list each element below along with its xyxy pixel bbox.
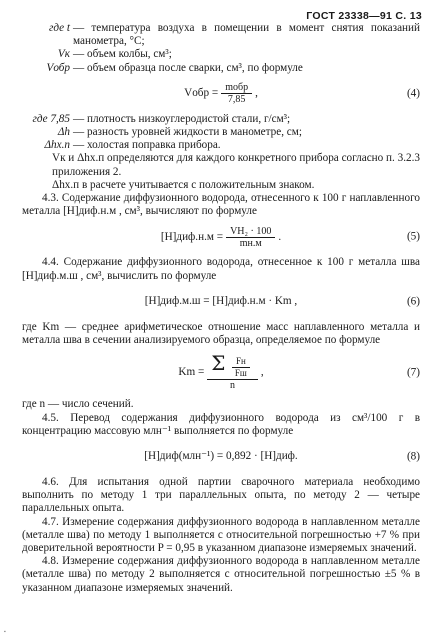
- formula-lhs: Km =: [178, 366, 205, 379]
- paragraph-dh-sign: Δhх.п в расчете учитывается с положительным знаком.: [52, 178, 315, 191]
- paragraph-4-6: 4.6. Для испытания одной партии сварочного материала необходимо выполнить по методу 1 три параллельных опыта, по методу 2 — четыре параллельных опыта.: [22, 476, 420, 515]
- equation-number: (8): [406, 450, 420, 463]
- formula-expression: [Н]диф.м.ш = [Н]диф.н.м · Km ,: [144, 295, 298, 308]
- definition-vobr: [22, 62, 420, 75]
- fraction-numerator: VН₂ · 100: [226, 226, 275, 238]
- definition-text: — объем колбы, см³;: [73, 48, 172, 61]
- equation-number: (5): [406, 230, 420, 243]
- definition-text: — температура воздуха в помещении в момент снятия показаний манометра, °С;: [73, 22, 420, 48]
- paragraph-4-7: 4.7. Измерение содержания диффузионного водорода в наплавленном металле (металле шва) по методу 1 выполняется с относительной погрешностью +7 % при доверительной вероятности P = 0,95 в указанном диапазоне измеряемых значений.: [22, 515, 420, 555]
- paragraph-4-5: 4.5. Перевод содержания диффузионного водорода из см³/100 г в концентрацию массовую млн⁻¹ выполняется по формуле: [22, 411, 420, 437]
- paragraph-4-8: 4.8. Измерение содержания диффузионного водорода в наплавленном металле (металле шва) по методу 2 выполняется с относительной погрешностью ±5 % в указанном диапазоне измеряемых значений.: [22, 555, 420, 594]
- formula-fraction: [207, 351, 258, 392]
- definition-symbol: Δh: [57, 126, 70, 139]
- formula-lhs: Vобр =: [184, 87, 219, 100]
- paragraph-4-3: 4.3. Содержание диффузионного водорода, отнесенного к 100 г наплавленного металла [Н]диф.н.м , см³, вычисляют по формуле: [22, 192, 420, 218]
- formula-4: [22, 82, 420, 106]
- equation-number: (6): [406, 295, 420, 308]
- definition-symbol: Vобр: [46, 61, 70, 74]
- page-body: [22, 22, 420, 595]
- paragraph-4-4: 4.4. Содержание диффузионного водорода, отнесенное к 100 г металла шва [Н]диф.м.ш , см³, вычислить по формуле: [22, 256, 420, 282]
- definition-symbol: Vк: [57, 48, 70, 61]
- formula-expression: [Н]диф(млн⁻¹) = 0,892 · [Н]диф.: [144, 450, 298, 463]
- definition-symbol: где 7,85: [32, 112, 70, 125]
- formula-lhs: [Н]диф.н.м =: [160, 230, 224, 243]
- equation-number: (4): [406, 87, 420, 100]
- fraction-numerator: mобр: [221, 82, 252, 94]
- definition-text: — плотность низкоуглеродистой стали, г/см³;: [73, 112, 291, 125]
- formula-tail: ,: [260, 366, 264, 379]
- definition-text: — холостая поправка прибора.: [73, 139, 221, 152]
- formula-fraction: [221, 82, 252, 105]
- page-header: ГОСТ 23338—91 С. 13: [306, 10, 422, 22]
- scan-mark: ▪: [4, 630, 6, 635]
- definition-dhxp: [22, 139, 420, 152]
- paragraph-4-4-n: где n — число сечений.: [22, 398, 134, 411]
- formula-7: [22, 351, 420, 392]
- inner-denominator: Fш: [234, 368, 247, 379]
- definition-text: — разность уровней жидкости в манометре, см;: [73, 126, 302, 139]
- formula-tail: ,: [255, 87, 258, 100]
- definition-dh: [22, 126, 420, 139]
- fraction-denominator: 7,85: [227, 94, 246, 106]
- formula-fraction: [226, 226, 275, 249]
- equation-number: (7): [406, 366, 420, 379]
- formula-6: [22, 290, 420, 314]
- fraction-numerator: [207, 351, 258, 380]
- formula-tail: .: [278, 230, 282, 243]
- inner-fraction: [231, 356, 251, 379]
- fraction-denominator: mн.м: [239, 237, 262, 249]
- formula-5: [22, 225, 420, 249]
- definition-vk: [22, 48, 420, 61]
- definition-t: [22, 22, 420, 48]
- definition-symbol: Δhх.п: [44, 139, 70, 152]
- fraction-denominator: n: [230, 380, 236, 392]
- sigma-symbol: Σ: [211, 351, 226, 376]
- formula-8: [22, 445, 420, 469]
- definition-785: [22, 113, 420, 126]
- paragraph-vk-dh: Vк и Δhх.п определяются для каждого конкретного прибора согласно п. 3.2.3 приложения 2.: [52, 152, 420, 178]
- definition-symbol: где t: [48, 22, 70, 34]
- inner-numerator: Fн: [232, 356, 250, 368]
- paragraph-4-4-km: где Km — среднее арифметическое отношение масс наплавленного металла и металла шва в сечении анализируемого образца, определяемое по формуле: [22, 320, 420, 347]
- definition-text: — объем образца после сварки, см³, по формуле: [73, 61, 303, 74]
